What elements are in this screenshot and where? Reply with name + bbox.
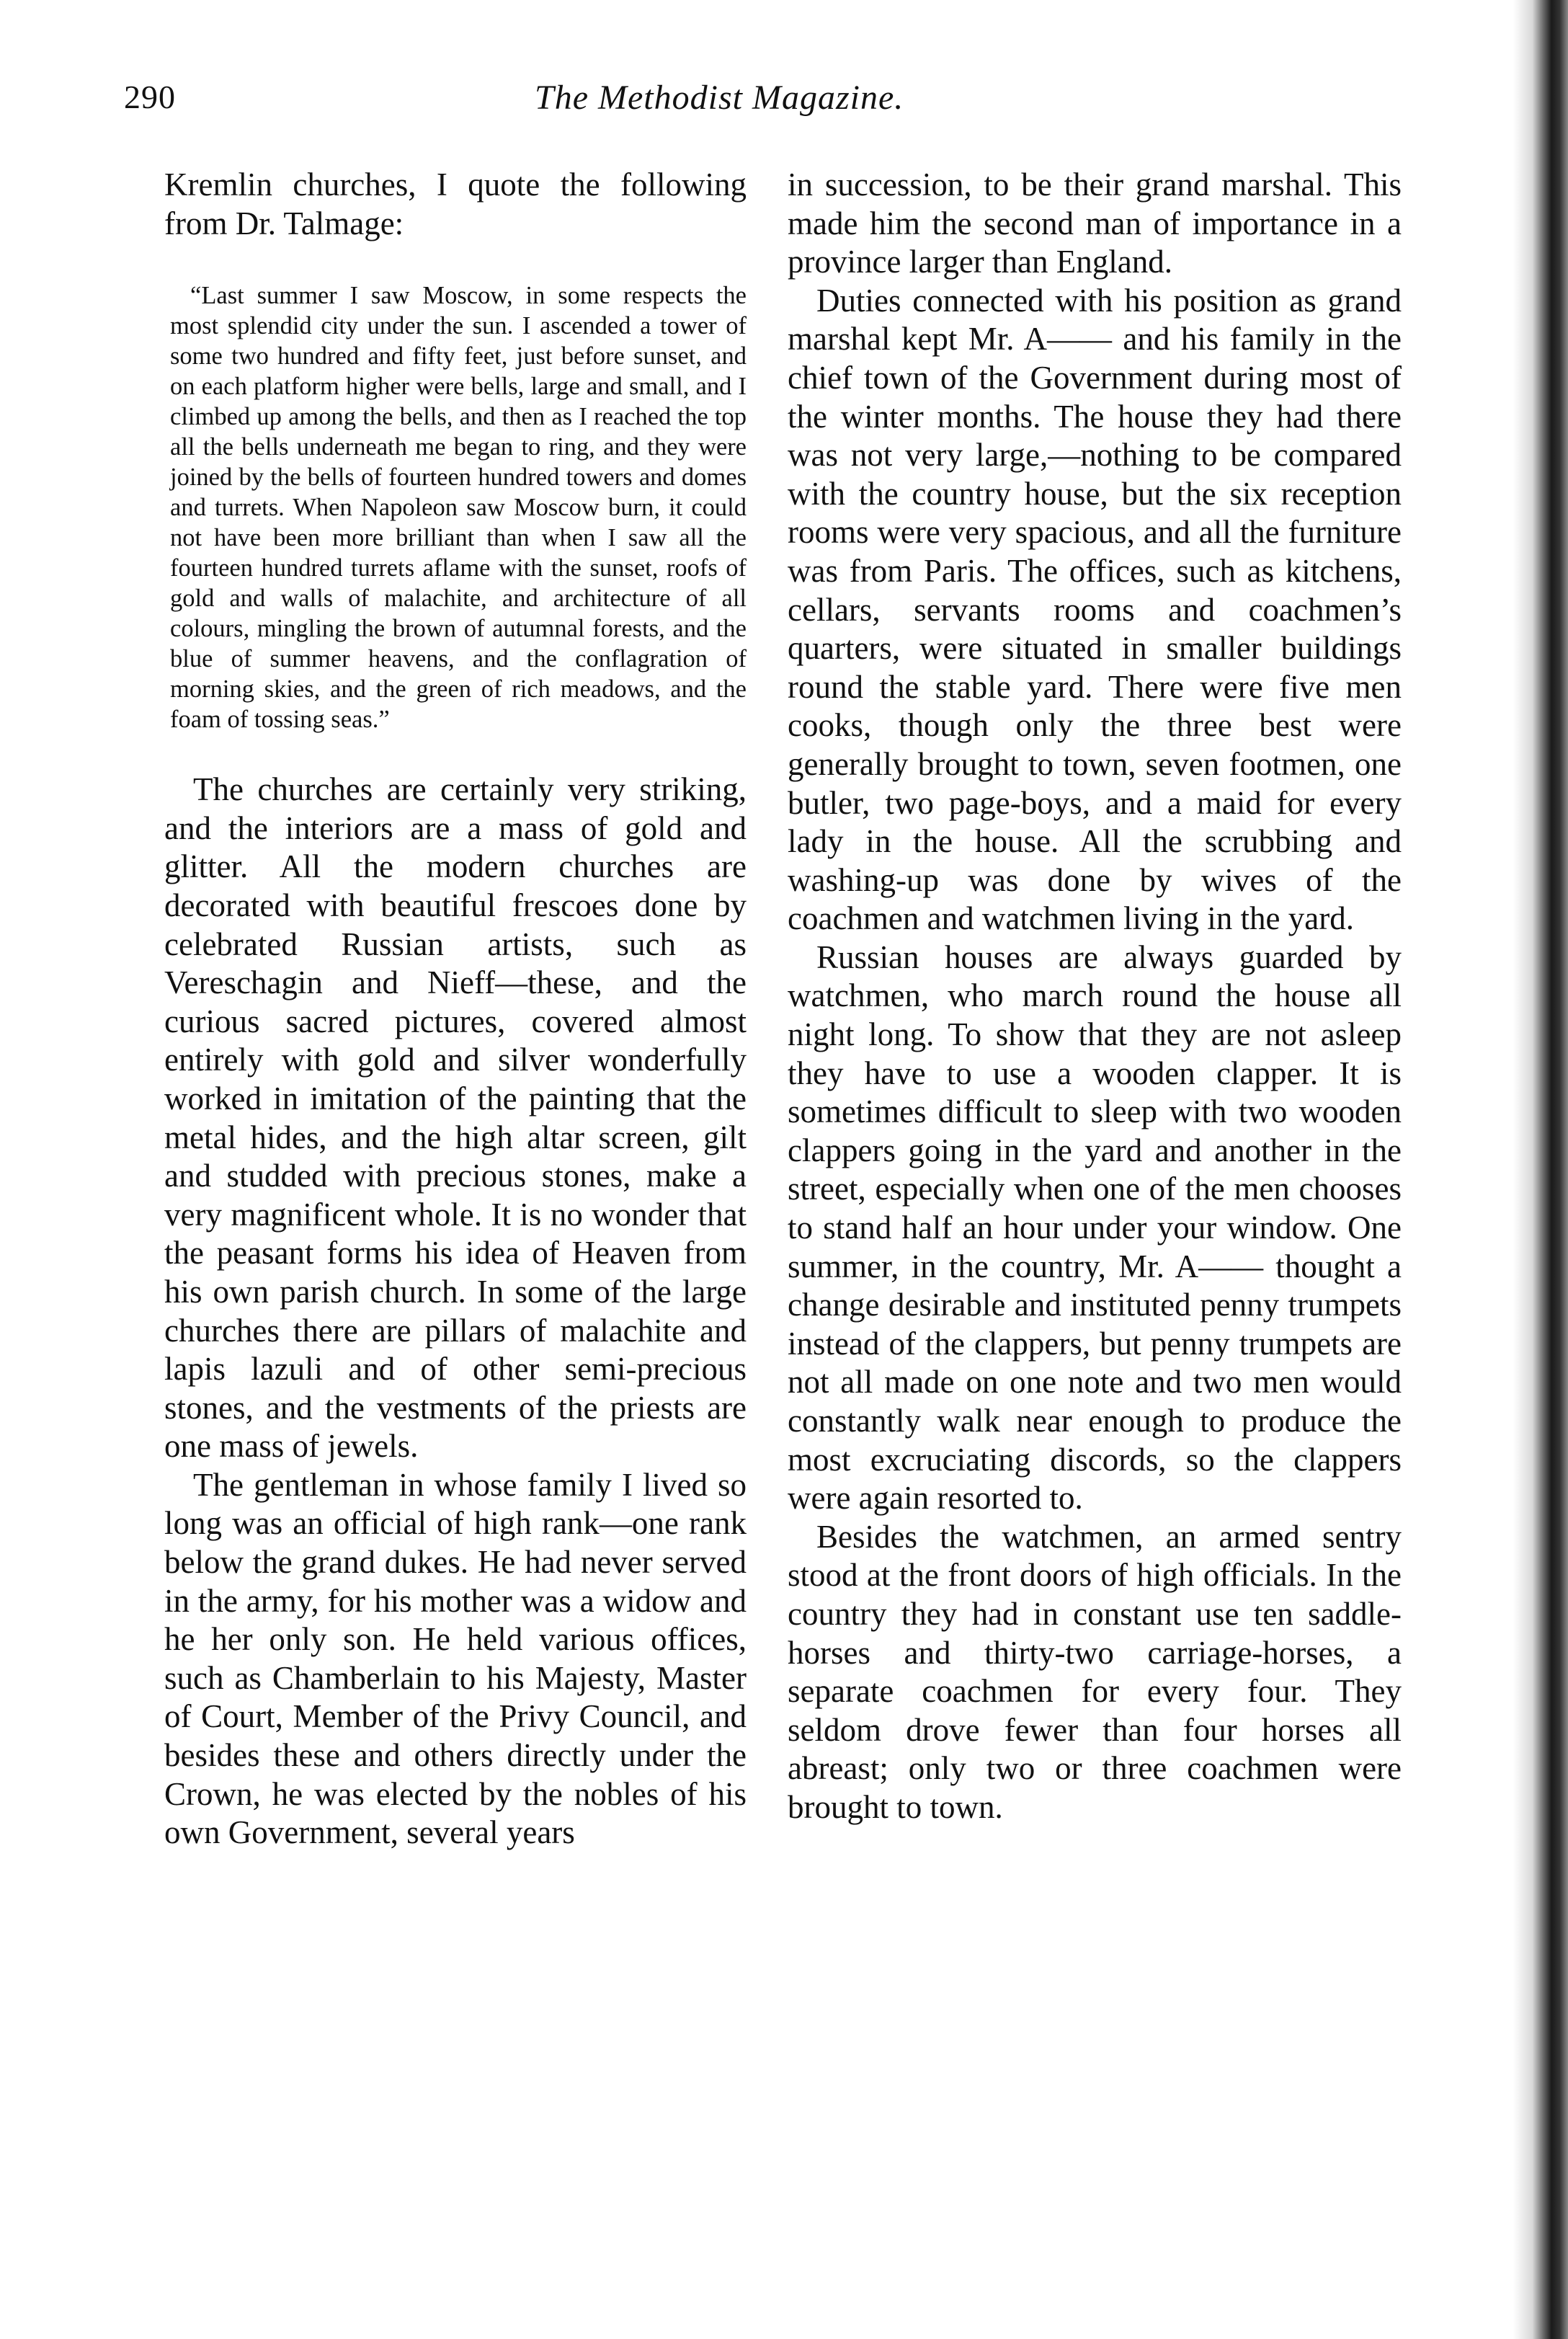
churches-paragraph: The churches are certainly very striking, and the interiors are a mass of gold and glitter. All the modern churches are decorated with beautiful frescoes done by celebrated Russian artists, such as Vereschagin and Nieff—these, and the curious sacred pictures, covered almost entirely with gold and silver wonderfully worked in imitation of the painting that the metal hides, and the high altar screen, gilt and studded with precious stones, make a very magnificent whole. It is no wonder that the peasant forms his idea of Heaven from his own parish church. In some of the large churches there are pillars of malachite and lapis lazuli and of other semi-precious stones, and the vestments of the priests are one mass of jewels. — [164, 771, 747, 1465]
gentleman-paragraph: The gentleman in whose family I lived so long was an official of high rank—one rank below the grand dukes. He had never served in the army, for his mother was a widow and he her only son. He held various offices, such as Chamberlain to his Majesty, Master of Court, Member of the Privy Council, and besides these and others directly under the Crown, he was elected by the nobles of his own Government, several years — [164, 1466, 747, 1851]
marshal-paragraph: in succession, to be their grand marshal. This made him the second man of importance in a province larger than England. — [788, 167, 1402, 280]
page-number: 290 — [124, 79, 176, 115]
running-title: The Methodist Magazine. — [535, 79, 904, 117]
page-header — [124, 78, 989, 128]
left-column — [164, 166, 747, 1852]
intro-paragraph: Kremlin churches, I quote the following from Dr. Talmage: — [164, 167, 747, 241]
sentry-paragraph: Besides the watchmen, an armed sentry stood at the front doors of high officials. In the country they had in constant use ten saddle-horses and thirty-two carriage-horses, a separate coachmen for every four. They seldom drove fewer than four horses all abreast; only two or three coachmen were brought to town. — [788, 1518, 1402, 1825]
household-paragraph: Duties connected with his position as grand marshal kept Mr. A—— and his family in the chief town of the Government during most of the winter months. The house they had there was not very large,—nothing to be compared with the country house, but the six reception rooms were very spacious, and all the furniture was from Paris. The offices, such as kitchens, cellars, servants rooms and coachmen’s quarters, were situated in smaller buildings round the stable yard. There were five men cooks, though only the three best were generally brought to town, seven footmen, one butler, two page-boys, and a maid for every lady in the house. All the scrubbing and washing-up was done by wives of the coachmen and watchmen living in the yard. — [788, 282, 1402, 937]
watchmen-paragraph: Russian houses are always guarded by watchmen, who march round the house all night long. To show that they are not asleep they have to use a wooden clapper. It is sometimes difficult to sleep with two wooden clappers going in the yard and another in the street, especially when one of the men chooses to stand half an hour under your window. One summer, in the country, Mr. A—— thought a change desirable and instituted penny trumpets instead of the clappers, but penny trumpets are not all made on one note and two men would constantly walk near enough to produce the most excruciating discords, so the clappers were again resorted to. — [788, 938, 1402, 1517]
right-column — [788, 166, 1402, 1827]
scanned-page-edge — [1513, 0, 1568, 2339]
talmage-quote: “Last summer I saw Moscow, in some respects the most splendid city under the sun. I ascended a tower of some two hundred and fifty feet, just before sunset, and on each platform higher were bells, large and small, and I climbed up among the bells, and then as I reached the top all the bells underneath me began to ring, and they were joined by the bells of fourteen hundred towers and domes and turrets. When Napoleon saw Moscow burn, it could not have been more brilliant than when I saw all the fourteen hundred turrets aflame with the sunset, roofs of gold and walls of malachite, and architecture of all colours, mingling the brown of autumnal forests, and the blue of summer heavens, and the conflagration of morning skies, and the green of rich meadows, and the foam of tossing seas.” — [170, 282, 747, 734]
